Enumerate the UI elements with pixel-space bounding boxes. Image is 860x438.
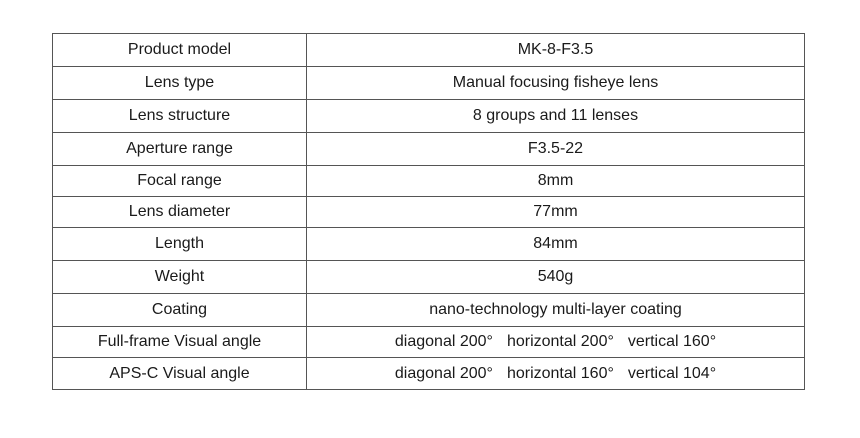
table-row — [53, 358, 805, 390]
aps-c-horizontal-angle: horizontal 160° — [506, 364, 614, 382]
table-row — [53, 197, 805, 228]
spec-value-weight: 540g — [307, 261, 805, 294]
spec-label-lens-diameter: Lens diameter — [53, 197, 307, 228]
spec-value-full-frame-visual-angle — [307, 327, 805, 358]
spec-value-focal-range: 8mm — [307, 166, 805, 197]
full-frame-vertical-angle: vertical 160° — [627, 333, 717, 350]
spec-label-weight: Weight — [53, 261, 307, 294]
spec-label-aperture-range: Aperture range — [53, 133, 307, 166]
spec-label-aps-c-visual-angle: APS-C Visual angle — [53, 358, 307, 390]
spec-value-coating: nano-technology multi-layer coating — [307, 294, 805, 327]
spec-label-lens-type: Lens type — [53, 67, 307, 100]
spec-table — [52, 33, 805, 390]
spec-label-lens-structure: Lens structure — [53, 100, 307, 133]
spec-label-product-model: Product model — [53, 34, 307, 67]
spec-value-aperture-range: F3.5-22 — [307, 133, 805, 166]
spec-label-length: Length — [53, 228, 307, 261]
table-row — [53, 100, 805, 133]
table-row — [53, 166, 805, 197]
spec-value-aps-c-visual-angle — [307, 358, 805, 390]
full-frame-horizontal-angle: horizontal 200° — [506, 333, 614, 350]
spec-value-lens-diameter: 77mm — [307, 197, 805, 228]
table-row — [53, 34, 805, 67]
spec-label-focal-range: Focal range — [53, 166, 307, 197]
aps-c-diagonal-angle: diagonal 200° — [394, 364, 493, 382]
spec-label-coating: Coating — [53, 294, 307, 327]
table-row — [53, 67, 805, 100]
spec-value-product-model: MK-8-F3.5 — [307, 34, 805, 67]
table-row — [53, 261, 805, 294]
table-row — [53, 327, 805, 358]
table-row — [53, 294, 805, 327]
table-row — [53, 133, 805, 166]
spec-value-length: 84mm — [307, 228, 805, 261]
aps-c-vertical-angle: vertical 104° — [627, 364, 717, 382]
spec-value-lens-structure: 8 groups and 11 lenses — [307, 100, 805, 133]
spec-value-lens-type: Manual focusing fisheye lens — [307, 67, 805, 100]
full-frame-diagonal-angle: diagonal 200° — [394, 333, 493, 350]
table-row — [53, 228, 805, 261]
spec-label-full-frame-visual-angle: Full-frame Visual angle — [53, 327, 307, 358]
